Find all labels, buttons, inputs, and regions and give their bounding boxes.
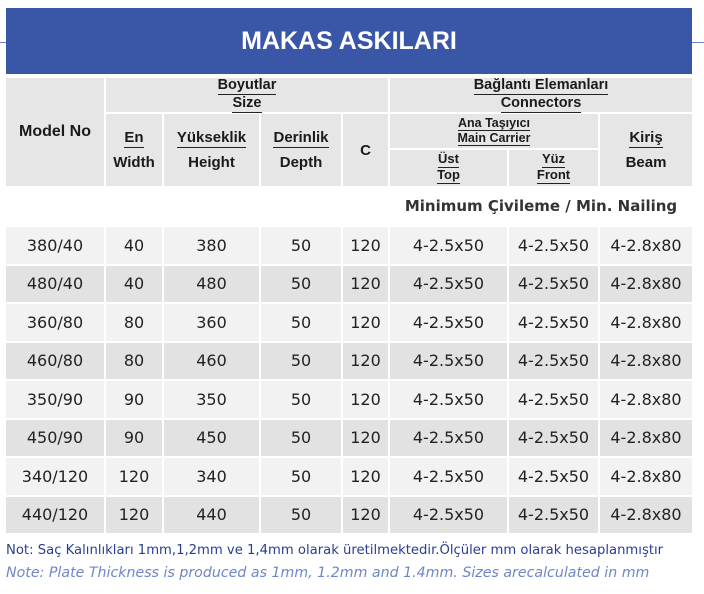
min-nailing-label: Minimum Çivileme / Min. Nailing: [404, 197, 678, 215]
table-cell-model: 460/80: [6, 343, 104, 380]
table-cell-en: 40: [106, 266, 162, 303]
header-yukseklik: Yükseklik Height: [164, 114, 259, 186]
table-cell-model: 480/40: [6, 266, 104, 303]
table-cell-c: 120: [343, 420, 388, 457]
table-cell-yukseklik: 450: [164, 420, 259, 457]
table-cell-ust: 4-2.5x50: [390, 266, 507, 303]
table-cell-kiris: 4-2.8x80: [600, 304, 692, 341]
table-cell-kiris: 4-2.8x80: [600, 381, 692, 418]
table-cell-derinlik: 50: [261, 381, 341, 418]
table-cell-yukseklik: 460: [164, 343, 259, 380]
table-cell-model: 350/90: [6, 381, 104, 418]
table-cell-yukseklik: 440: [164, 497, 259, 534]
table-cell-yukseklik: 340: [164, 458, 259, 495]
table-cell-c: 120: [343, 304, 388, 341]
table-cell-ust: 4-2.5x50: [390, 343, 507, 380]
header-model-no: Model No: [6, 78, 104, 186]
table-cell-model: 340/120: [6, 458, 104, 495]
table-cell-en: 90: [106, 381, 162, 418]
header-derinlik: Derinlik Depth: [261, 114, 341, 186]
table-cell-model: 450/90: [6, 420, 104, 457]
table-cell-ust: 4-2.5x50: [390, 381, 507, 418]
table-cell-ust: 4-2.5x50: [390, 304, 507, 341]
table-cell-en: 80: [106, 304, 162, 341]
page-title-text: MAKAS ASKILARI: [241, 26, 457, 55]
table-cell-yuz: 4-2.5x50: [509, 266, 598, 303]
table-cell-derinlik: 50: [261, 420, 341, 457]
table-cell-kiris: 4-2.8x80: [600, 343, 692, 380]
table-cell-model: 440/120: [6, 497, 104, 534]
table-cell-c: 120: [343, 497, 388, 534]
table-cell-derinlik: 50: [261, 343, 341, 380]
table-cell-yuz: 4-2.5x50: [509, 304, 598, 341]
header-kiris: Kiriş Beam: [600, 114, 692, 186]
note-turkish: Not: Saç Kalınlıkları 1mm,1,2mm ve 1,4mm olarak üretilmektedir.Ölçüler mm olarak hesaplanmıştır: [6, 543, 664, 558]
table-cell-kiris: 4-2.8x80: [600, 420, 692, 457]
header-yuz: Yüz Front: [509, 150, 598, 186]
table-cell-c: 120: [343, 381, 388, 418]
table-cell-en: 90: [106, 420, 162, 457]
page-title: [6, 8, 692, 74]
header-ana-tasiyici: Ana Taşıyıcı Main Carrier: [390, 114, 598, 148]
table-cell-c: 120: [343, 343, 388, 380]
table-cell-model: 360/80: [6, 304, 104, 341]
table-cell-c: 120: [343, 266, 388, 303]
header-en: En Width: [106, 114, 162, 186]
table-cell-derinlik: 50: [261, 497, 341, 534]
table-cell-yukseklik: 480: [164, 266, 259, 303]
header-c: C: [343, 114, 388, 186]
note-english: Note: Plate Thickness is produced as 1mm, 1.2mm and 1.4mm. Sizes arecalculated in mm: [6, 565, 650, 581]
table-cell-en: 40: [106, 227, 162, 264]
table-cell-yuz: 4-2.5x50: [509, 227, 598, 264]
table-cell-yukseklik: 350: [164, 381, 259, 418]
table-cell-kiris: 4-2.8x80: [600, 497, 692, 534]
table-cell-derinlik: 50: [261, 458, 341, 495]
table-cell-en: 80: [106, 343, 162, 380]
table-cell-en: 120: [106, 458, 162, 495]
table-cell-derinlik: 50: [261, 266, 341, 303]
header-ust: Üst Top: [390, 150, 507, 186]
table-cell-model: 380/40: [6, 227, 104, 264]
table-cell-derinlik: 50: [261, 304, 341, 341]
table-cell-yuz: 4-2.5x50: [509, 381, 598, 418]
table-cell-yukseklik: 360: [164, 304, 259, 341]
table-cell-en: 120: [106, 497, 162, 534]
header-baglanti: Bağlantı Elemanları Connectors: [390, 78, 692, 112]
table-cell-ust: 4-2.5x50: [390, 458, 507, 495]
table-cell-ust: 4-2.5x50: [390, 497, 507, 534]
table-cell-yuz: 4-2.5x50: [509, 458, 598, 495]
table-cell-c: 120: [343, 458, 388, 495]
table-cell-derinlik: 50: [261, 227, 341, 264]
table-cell-kiris: 4-2.8x80: [600, 227, 692, 264]
table-cell-ust: 4-2.5x50: [390, 227, 507, 264]
table-cell-ust: 4-2.5x50: [390, 420, 507, 457]
table-cell-kiris: 4-2.8x80: [600, 458, 692, 495]
table-cell-kiris: 4-2.8x80: [600, 266, 692, 303]
header-boyutlar: Boyutlar Size: [106, 78, 388, 112]
table-cell-yuz: 4-2.5x50: [509, 420, 598, 457]
table-cell-yuz: 4-2.5x50: [509, 497, 598, 534]
table-cell-yuz: 4-2.5x50: [509, 343, 598, 380]
table-cell-yukseklik: 380: [164, 227, 259, 264]
table-cell-c: 120: [343, 227, 388, 264]
